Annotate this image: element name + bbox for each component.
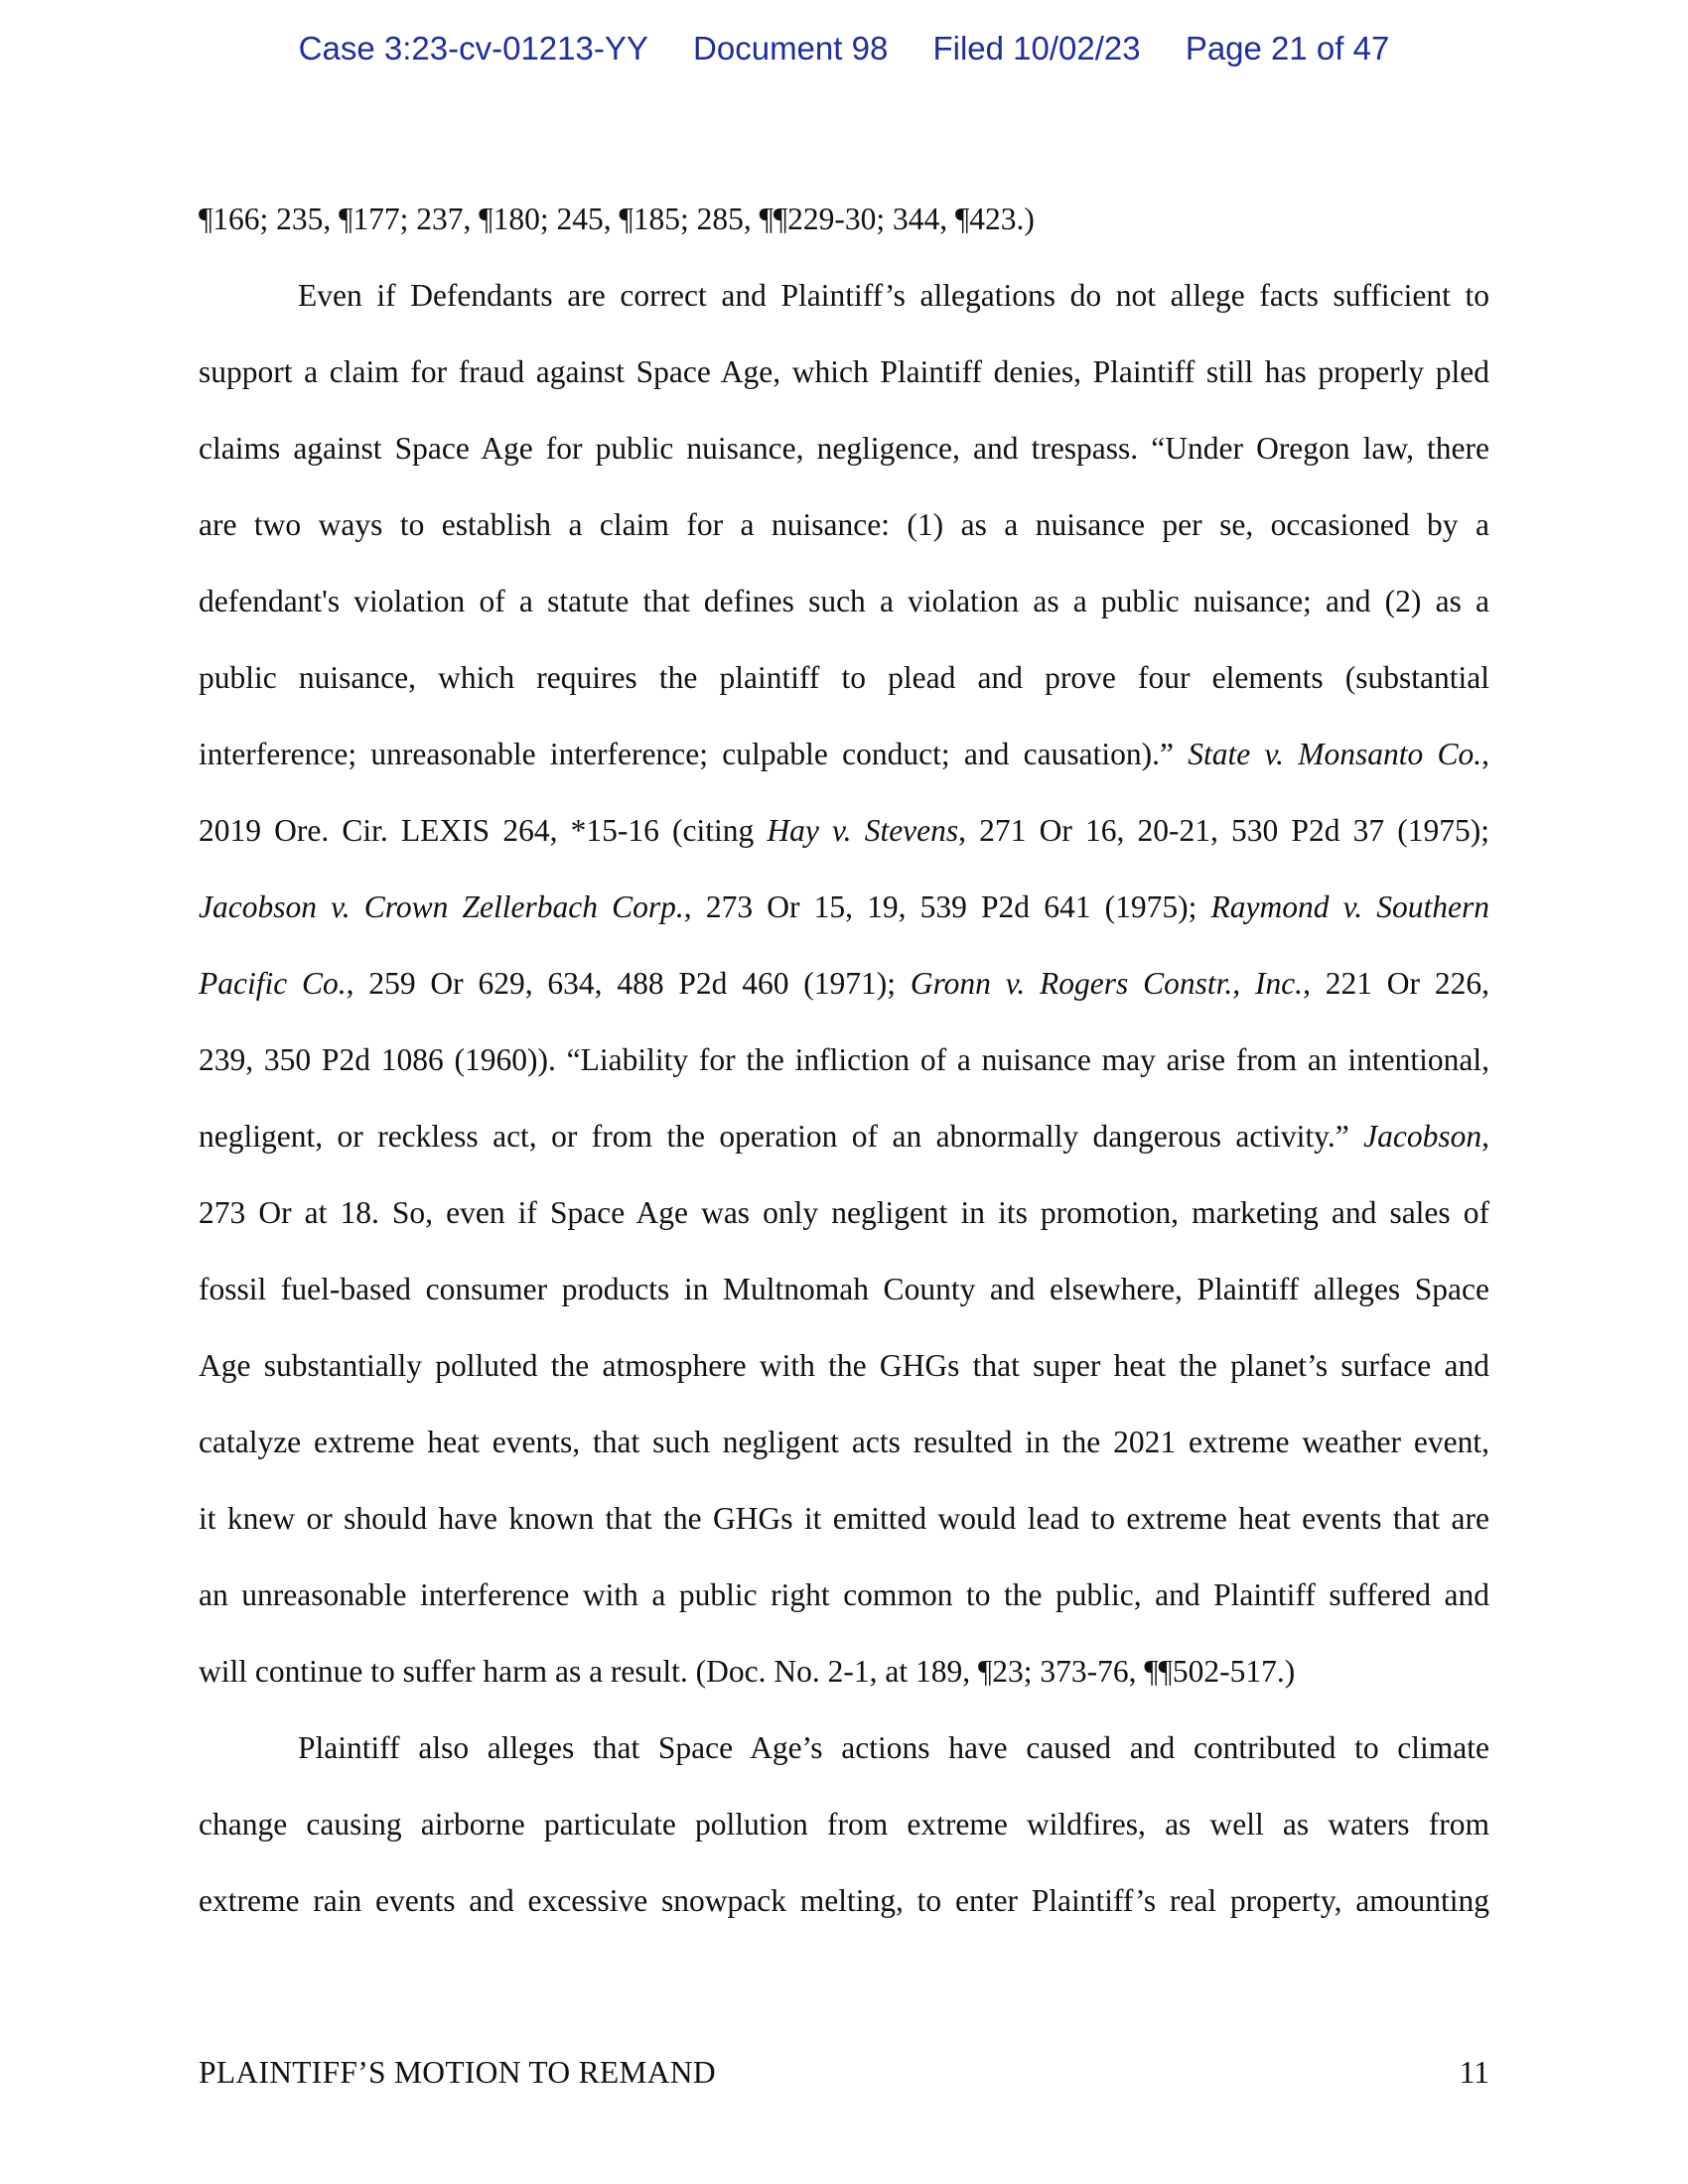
footer-page-number: 11 — [1459, 2055, 1489, 2090]
document-body — [199, 195, 1489, 1953]
text-run: , — [1481, 1119, 1489, 1154]
text-line: are two ways to establish a claim for a nuisance: (1) as a nuisance per se, occasioned by a — [199, 507, 1489, 542]
case-number: Case 3:23-cv-01213-YY — [298, 30, 648, 67]
text-line: it knew or should have known that the GHGs it emitted would lead to extreme heat events that are — [199, 1501, 1489, 1536]
text-run: , 273 Or 15, 19, 539 P2d 641 (1975); — [683, 889, 1197, 924]
text-line: public nuisance, which requires the plaintiff to plead and prove four elements (substantial — [199, 660, 1489, 695]
text-line: support a claim for fraud against Space Age, which Plaintiff denies, Plaintiff still has properly pled — [199, 354, 1489, 389]
text-line: 273 Or at 18. So, even if Space Age was only negligent in its promotion, marketing and sales of — [199, 1195, 1489, 1230]
text-line: an unreasonable interference with a public right common to the public, and Plaintiff suffered and — [199, 1577, 1489, 1612]
page-indicator: Page 21 of 47 — [1185, 30, 1390, 67]
case-citation: Jacobson — [1363, 1119, 1482, 1154]
document-number: Document 98 — [693, 30, 889, 67]
text-line: will continue to suffer harm as a result. (Doc. No. 2-1, at 189, ¶23; 373-76, ¶¶502-517.) — [199, 1654, 1296, 1689]
text-line: Plaintiff also alleges that Space Age’s actions have caused and contributed to climate — [298, 1730, 1489, 1765]
text-run: 2019 Ore. Cir. LEXIS 264, *15-16 (citing — [199, 813, 755, 848]
text-line: defendant's violation of a statute that defines such a violation as a public nuisance; and (2) as a — [199, 584, 1489, 618]
text-line — [199, 806, 1489, 883]
text-line: Age substantially polluted the atmosphere with the GHGs that super heat the planet’s surface and — [199, 1348, 1489, 1383]
case-citation: Hay v. Stevens — [767, 813, 959, 848]
text-run: interference; unreasonable interference; culpable conduct; and causation).” — [199, 737, 1174, 771]
text-line: fossil fuel-based consumer products in Multnomah County and elsewhere, Plaintiff alleges Space — [199, 1272, 1489, 1306]
text-line: Even if Defendants are correct and Plaintiff’s allegations do not allege facts sufficient to — [298, 278, 1489, 313]
text-run: , 271 Or 16, 20-21, 530 P2d 37 (1975); — [958, 813, 1489, 848]
case-citation: Jacobson v. Crown Zellerbach Corp. — [199, 889, 684, 924]
text-line — [199, 883, 1489, 959]
text-run: , — [1481, 737, 1489, 771]
text-line: change causing airborne particulate pollution from extreme wildfires, as well as waters from — [199, 1807, 1489, 1842]
case-citation: Gronn v. Rogers Constr., Inc. — [910, 966, 1304, 1001]
text-line — [199, 730, 1489, 806]
footer-title: PLAINTIFF’S MOTION TO REMAND — [199, 2055, 716, 2090]
text-line — [199, 1112, 1489, 1188]
text-run: negligent, or reckless act, or from the operation of an abnormally dangerous activity.” — [199, 1119, 1349, 1154]
ecf-filing-header — [0, 30, 1688, 68]
text-line — [199, 959, 1489, 1035]
filed-date: Filed 10/02/23 — [932, 30, 1141, 67]
case-citation: Raymond v. Southern — [1210, 889, 1490, 924]
text-line: claims against Space Age for public nuisance, negligence, and trespass. “Under Oregon law, there — [199, 431, 1489, 466]
text-run: , 221 Or 226, — [1303, 966, 1489, 1001]
text-line: catalyze extreme heat events, that such negligent acts resulted in the 2021 extreme weather event, — [199, 1425, 1489, 1459]
text-line: 239, 350 P2d 1086 (1960)). “Liability for the infliction of a nuisance may arise from an intentional, — [199, 1042, 1489, 1077]
text-line: extreme rain events and excessive snowpack melting, to enter Plaintiff’s real property, amounting — [199, 1883, 1489, 1918]
case-citation: Pacific Co. — [199, 966, 347, 1001]
text-run: , 259 Or 629, 634, 488 P2d 460 (1971); — [346, 966, 897, 1001]
text-line: ¶166; 235, ¶177; 237, ¶180; 245, ¶185; 285, ¶¶229-30; 344, ¶423.) — [199, 202, 1035, 236]
case-citation: State v. Monsanto Co. — [1188, 737, 1482, 771]
